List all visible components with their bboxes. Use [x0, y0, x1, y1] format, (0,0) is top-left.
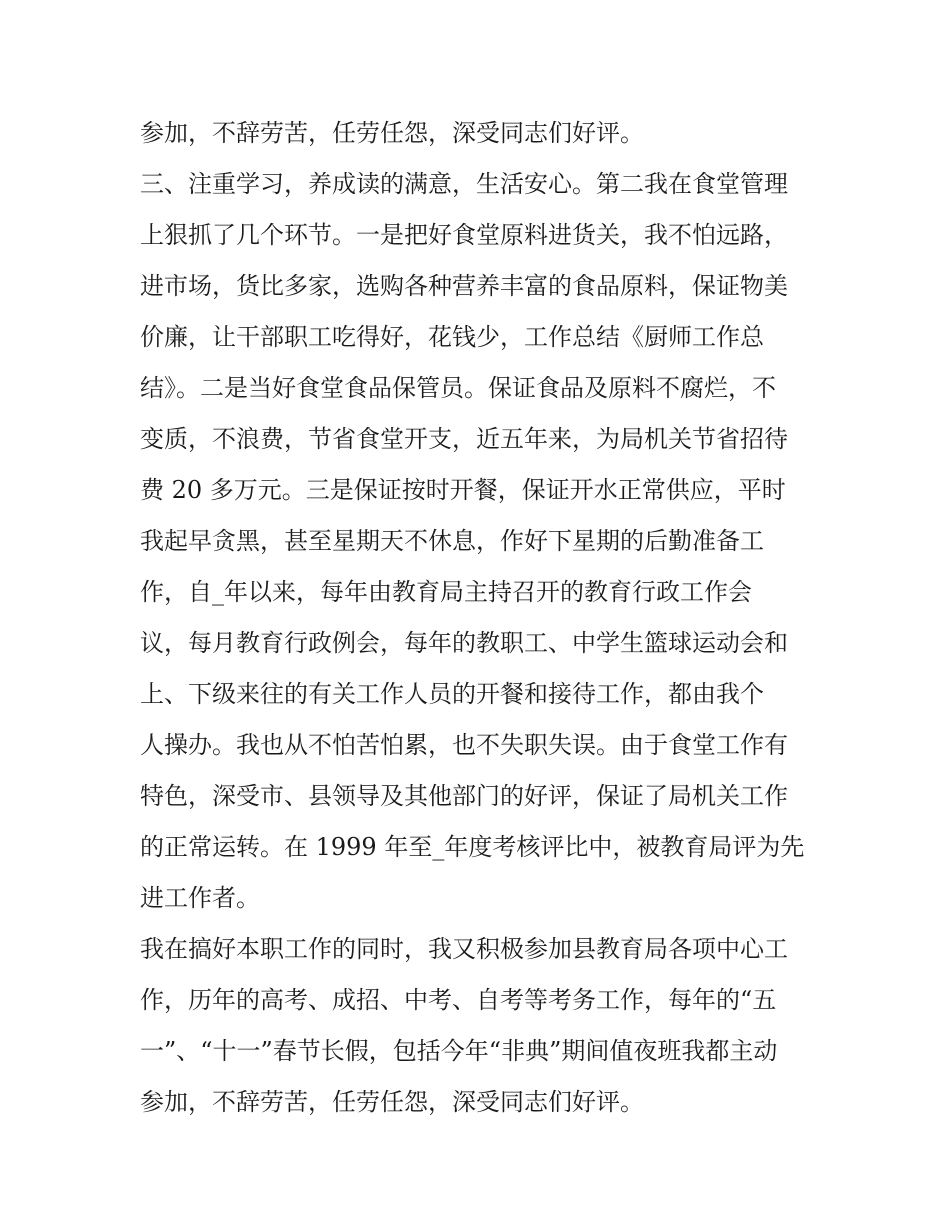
text-line: 费 20 多万元。三是保证按时开餐，保证开水正常供应，平时 — [140, 476, 786, 504]
text-line: 我起早贪黑，甚至星期天不休息，作好下星期的后勤准备工 — [140, 527, 764, 555]
text-line: 的正常运转。在 1999 年至_年度考核评比中，被教育局评为先 — [140, 833, 805, 861]
text-line: 参加，不辞劳苦，任劳任怨，深受同志们好评。 — [140, 1088, 644, 1116]
text-line: 变质，不浪费，节省食堂开支，近五年来，为局机关节省招待 — [140, 425, 788, 453]
text-line: 特色，深受市、县领导及其他部门的好评，保证了局机关工作 — [140, 782, 788, 810]
text-line: 上狠抓了几个环节。一是把好食堂原料进货关，我不怕远路， — [140, 221, 788, 249]
text-line: 进市场，货比多家，选购各种营养丰富的食品原料，保证物美 — [140, 272, 788, 300]
text-line: 一”、“十一”春节长假，包括今年“非典”期间值夜班我都主动 — [140, 1037, 778, 1065]
text-line: 三、注重学习，养成读的满意，生活安心。第二我在食堂管理 — [140, 170, 788, 198]
text-line: 我在搞好本职工作的同时，我又积极参加县教育局各项中心工 — [140, 935, 788, 963]
text-line: 价廉，让干部职工吃得好，花钱少，工作总结《厨师工作总 — [140, 323, 764, 351]
document-body — [140, 108, 820, 1128]
text-line: 人操办。我也从不怕苦怕累，也不失职失误。由于食堂工作有 — [140, 731, 788, 759]
text-line: 作，历年的高考、成招、中考、自考等考务工作，每年的“五 — [140, 986, 777, 1014]
text-line: 参加，不辞劳苦，任劳任怨，深受同志们好评。 — [140, 119, 644, 147]
text-line: 上、下级来往的有关工作人员的开餐和接待工作，都由我个 — [140, 680, 764, 708]
text-line: 议，每月教育行政例会，每年的教职工、中学生篮球运动会和 — [140, 629, 788, 657]
text-line: 进工作者。 — [140, 884, 260, 912]
text-line: 作，自_年以来，每年由教育局主持召开的教育行政工作会 — [140, 578, 752, 606]
text-line: 结》。二是当好食堂食品保管员。保证食品及原料不腐烂，不 — [140, 374, 776, 402]
